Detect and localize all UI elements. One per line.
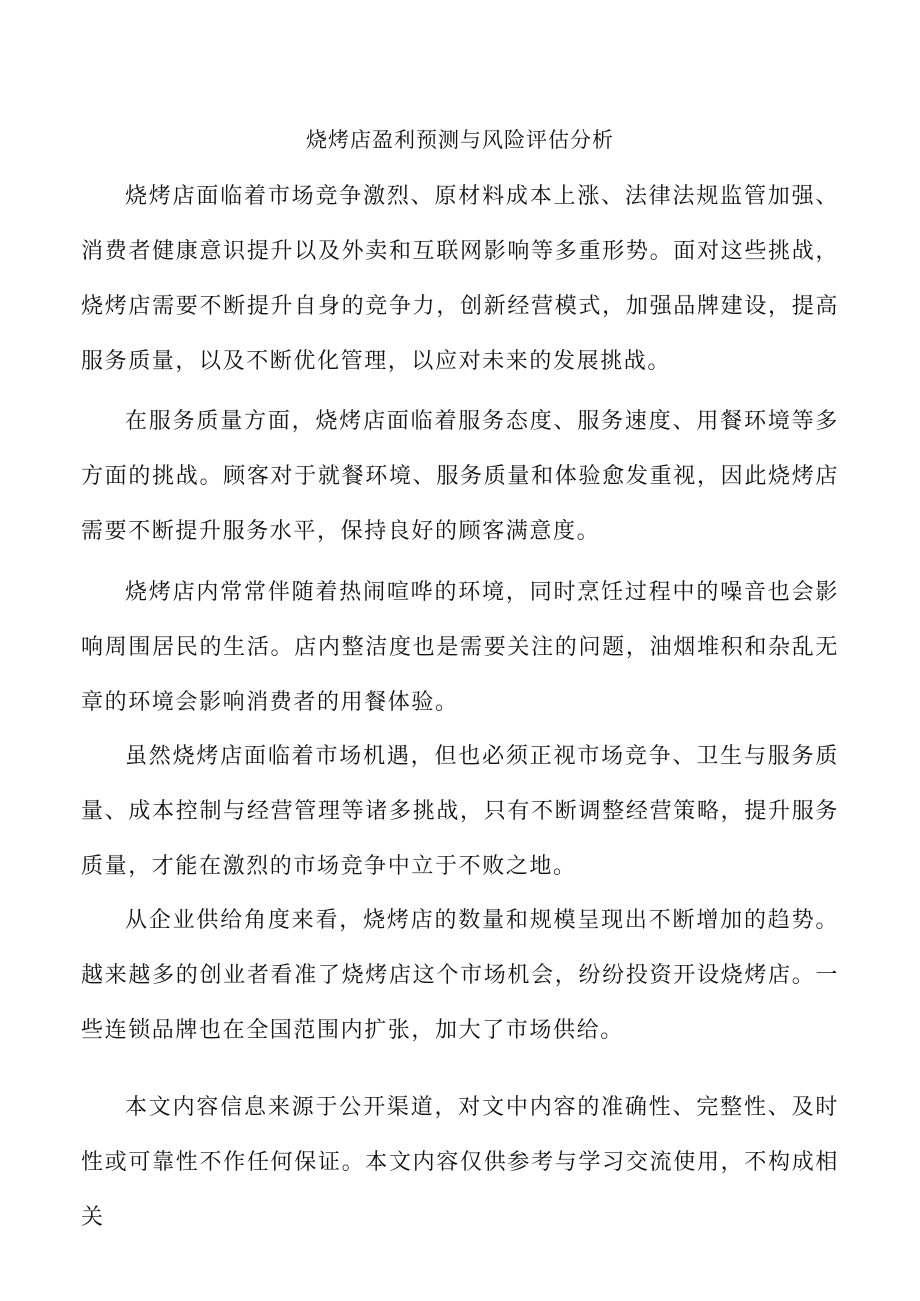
paragraph-challenges: 虽然烧烤店面临着市场机遇，但也必须正视市场竞争、卫生与服务质量、成本控制与经营管理等诸多挑战，只有不断调整经营策略，提升服务质量，才能在激烈的市场竞争中立于不败之地。 (81, 744, 839, 879)
paragraph-service-quality: 在服务质量方面，烧烤店面临着服务态度、服务速度、用餐环境等多方面的挑战。顾客对于就餐环境、服务质量和体验愈发重视，因此烧烤店需要不断提升服务水平，保持良好的顾客满意度。 (81, 409, 839, 544)
paragraph-disclaimer: 本文内容信息来源于公开渠道，对文中内容的准确性、完整性、及时性或可靠性不作任何保证。本文内容仅供参考与学习交流使用，不构成相关 (81, 1095, 839, 1230)
paragraph-environment: 烧烤店内常常伴随着热闹喧哗的环境，同时烹饪过程中的噪音也会影响周围居民的生活。店内整洁度也是需要关注的问题，油烟堆积和杂乱无章的环境会影响消费者的用餐体验。 (81, 580, 839, 715)
document-title: 烧烤店盈利预测与风险评估分析 (306, 128, 614, 152)
paragraph-market-situation: 烧烤店面临着市场竞争激烈、原材料成本上涨、法律法规监管加强、消费者健康意识提升以及外卖和互联网影响等多重形势。面对这些挑战，烧烤店需要不断提升自身的竞争力，创新经营模式，加强品牌建设，提高服务质量，以及不断优化管理，以应对未来的发展挑战。 (81, 184, 839, 374)
paragraph-supply: 从企业供给角度来看，烧烤店的数量和规模呈现出不断增加的趋势。越来越多的创业者看准了烧烤店这个市场机会，纷纷投资开设烧烤店。一些连锁品牌也在全国范围内扩张，加大了市场供给。 (81, 908, 839, 1043)
